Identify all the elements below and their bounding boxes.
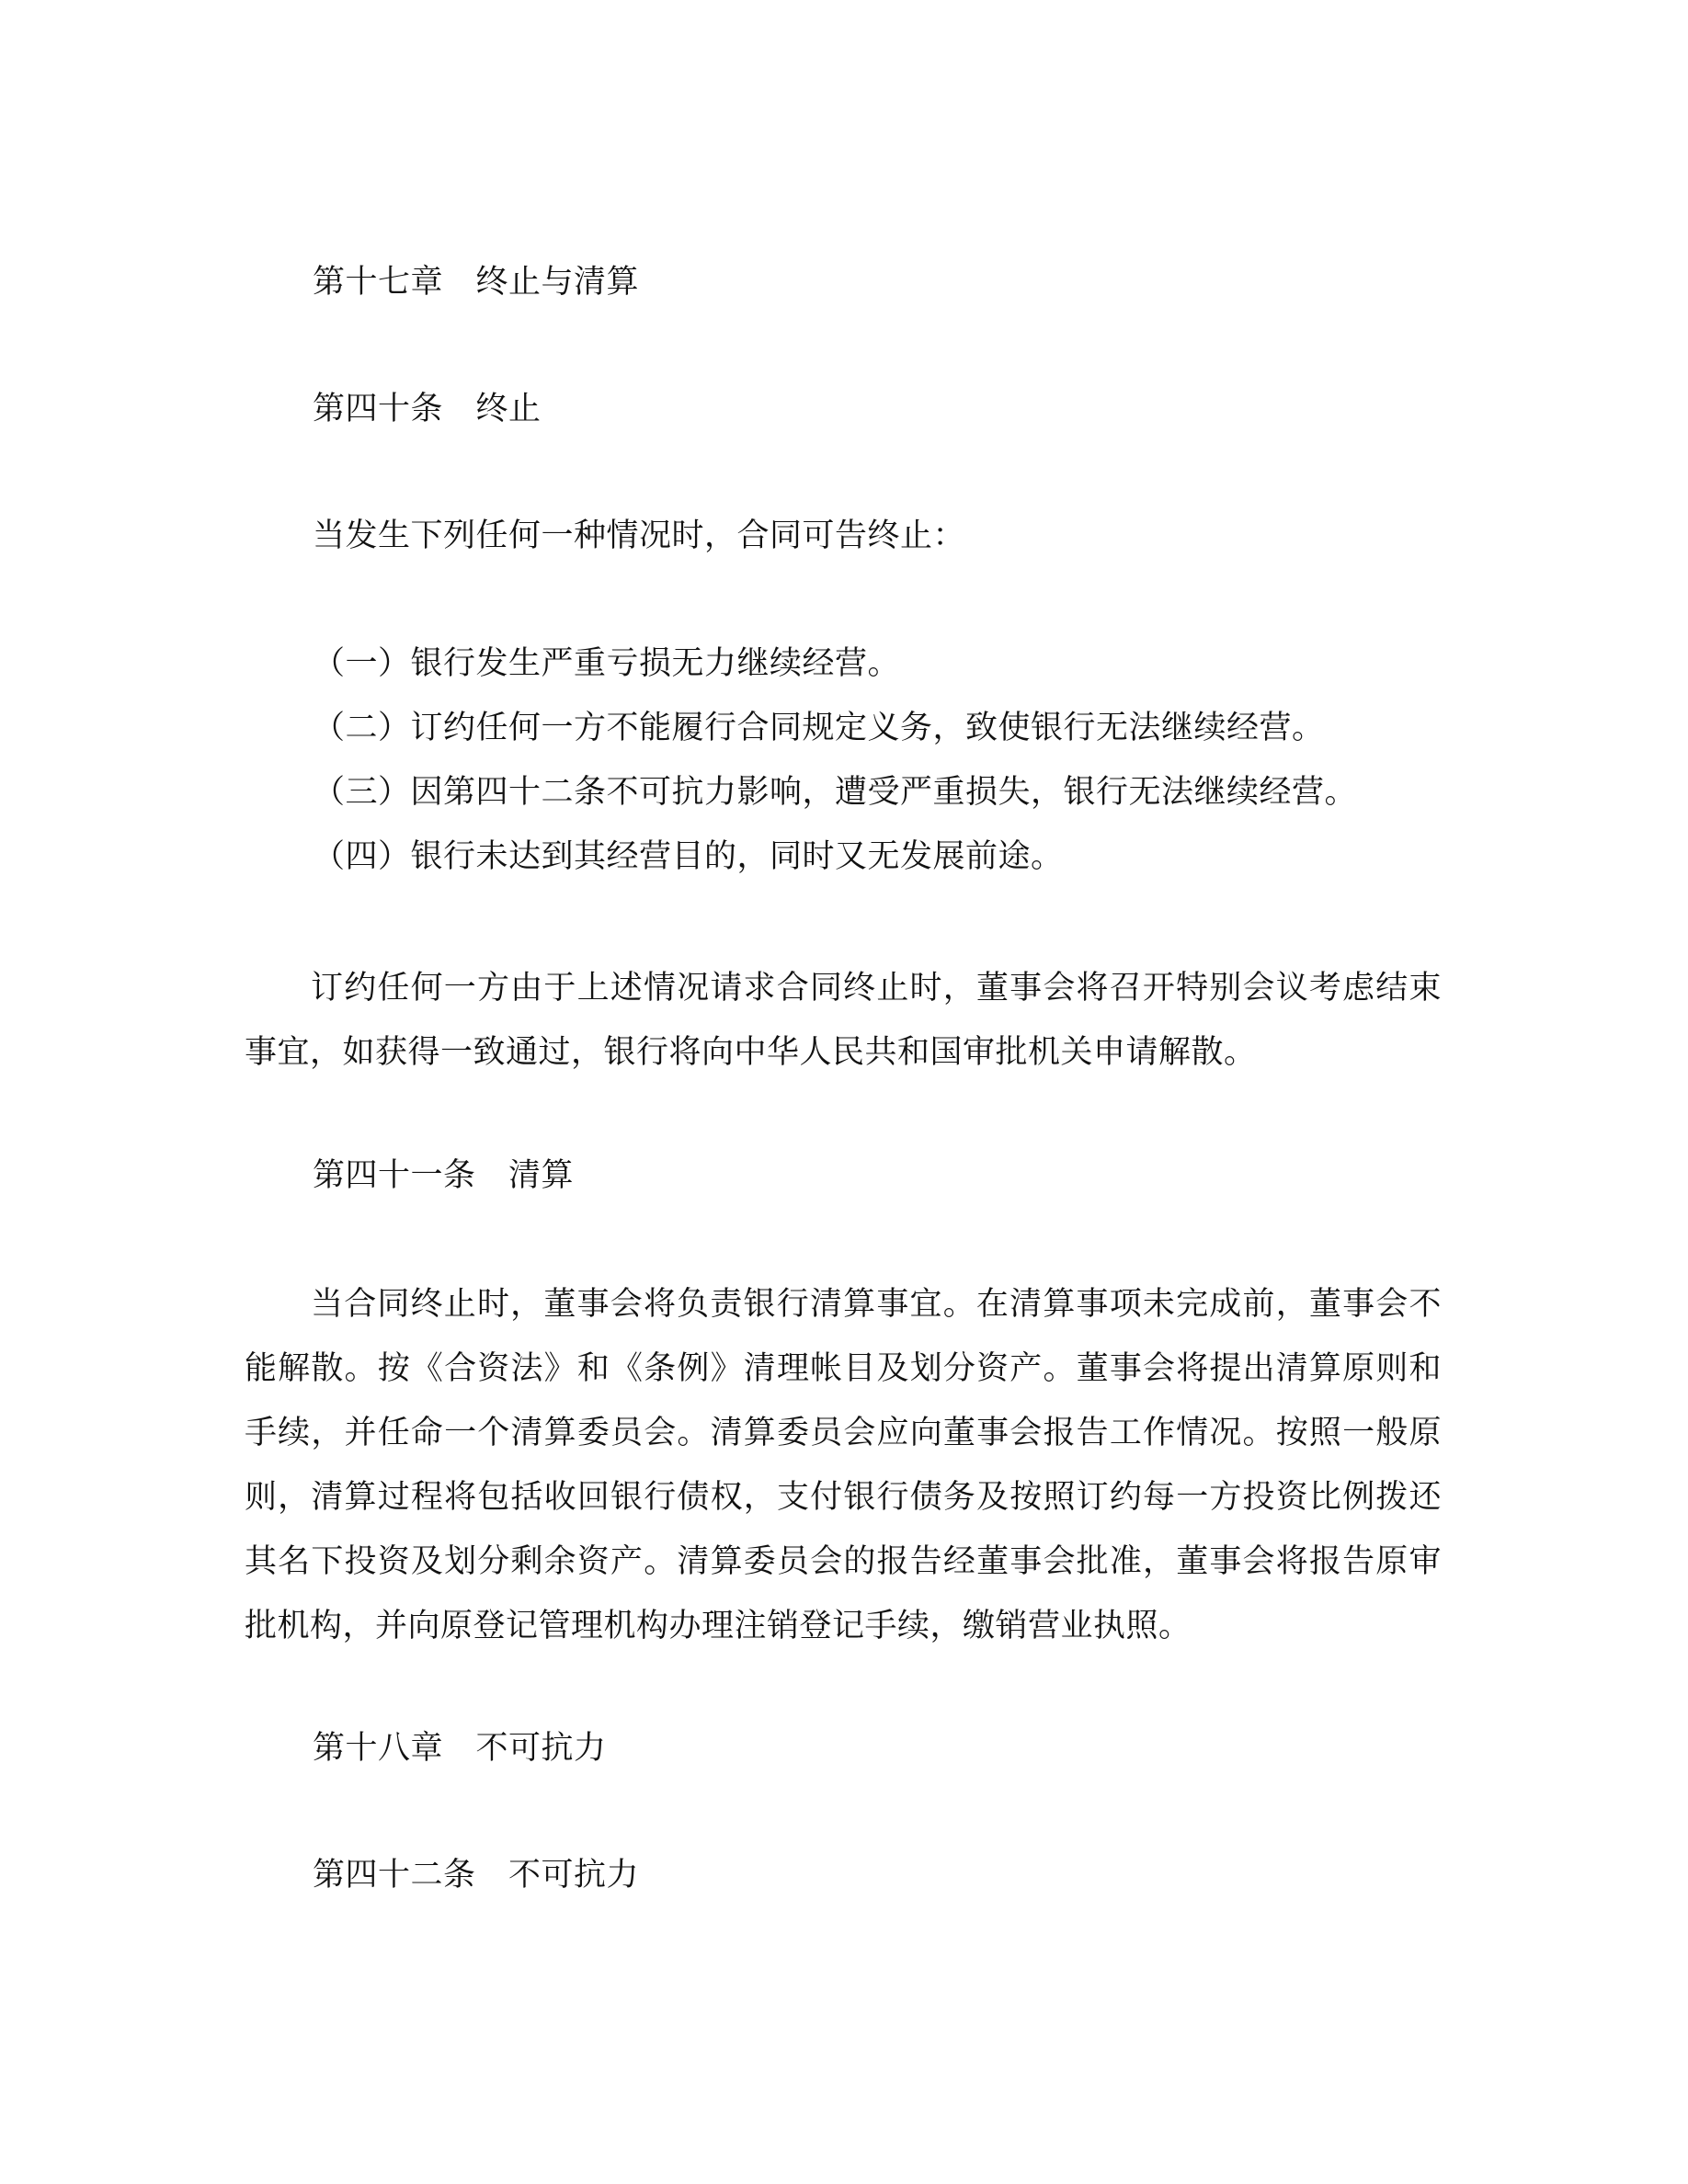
article-42-heading: 第四十二条 不可抗力 bbox=[313, 1857, 640, 1894]
article-40-item-1: （一）银行发生严重亏损无力继续经营。 bbox=[313, 645, 901, 682]
article-40-item-2: （二）订约任何一方不能履行合同规定义务，致使银行无法继续经营。 bbox=[313, 710, 1325, 746]
chapter-17-heading: 第十七章 终止与清算 bbox=[313, 264, 640, 301]
chapter-18-heading: 第十八章 不可抗力 bbox=[313, 1730, 607, 1767]
article-40-paragraph: 订约任何一方由于上述情况请求合同终止时，董事会将召开特别会议考虑结束事宜，如获得一致通过，银行将向中华人民共和国审批机关申请解散。 bbox=[245, 970, 1442, 1071]
article-40-item-3: （三）因第四十二条不可抗力影响，遭受严重损失，银行无法继续经营。 bbox=[313, 774, 1358, 811]
article-40-intro: 当发生下列任何一种情况时，合同可告终止： bbox=[313, 518, 966, 554]
article-41-heading: 第四十一条 清算 bbox=[313, 1157, 575, 1194]
article-40-item-4: （四）银行未达到其经营目的，同时又无发展前途。 bbox=[313, 838, 1064, 875]
article-40-heading: 第四十条 终止 bbox=[313, 391, 542, 427]
article-41-paragraph: 当合同终止时，董事会将负责银行清算事宜。在清算事项未完成前，董事会不能解散。按《合资法》和《条例》清理帐目及划分资产。董事会将提出清算原则和手续，并任命一个清算委员会。清算委员会应向董事会报告工作情况。按照一般原则，清算过程将包括收回银行债权，支付银行债务及按照订约每一方投资比例拨还其名下投资及划分剩余资产。清算委员会的报告经董事会批准，董事会将报告原审批机构，并向原登记管理机构办理注销登记手续，缴销营业执照。 bbox=[245, 1286, 1442, 1644]
